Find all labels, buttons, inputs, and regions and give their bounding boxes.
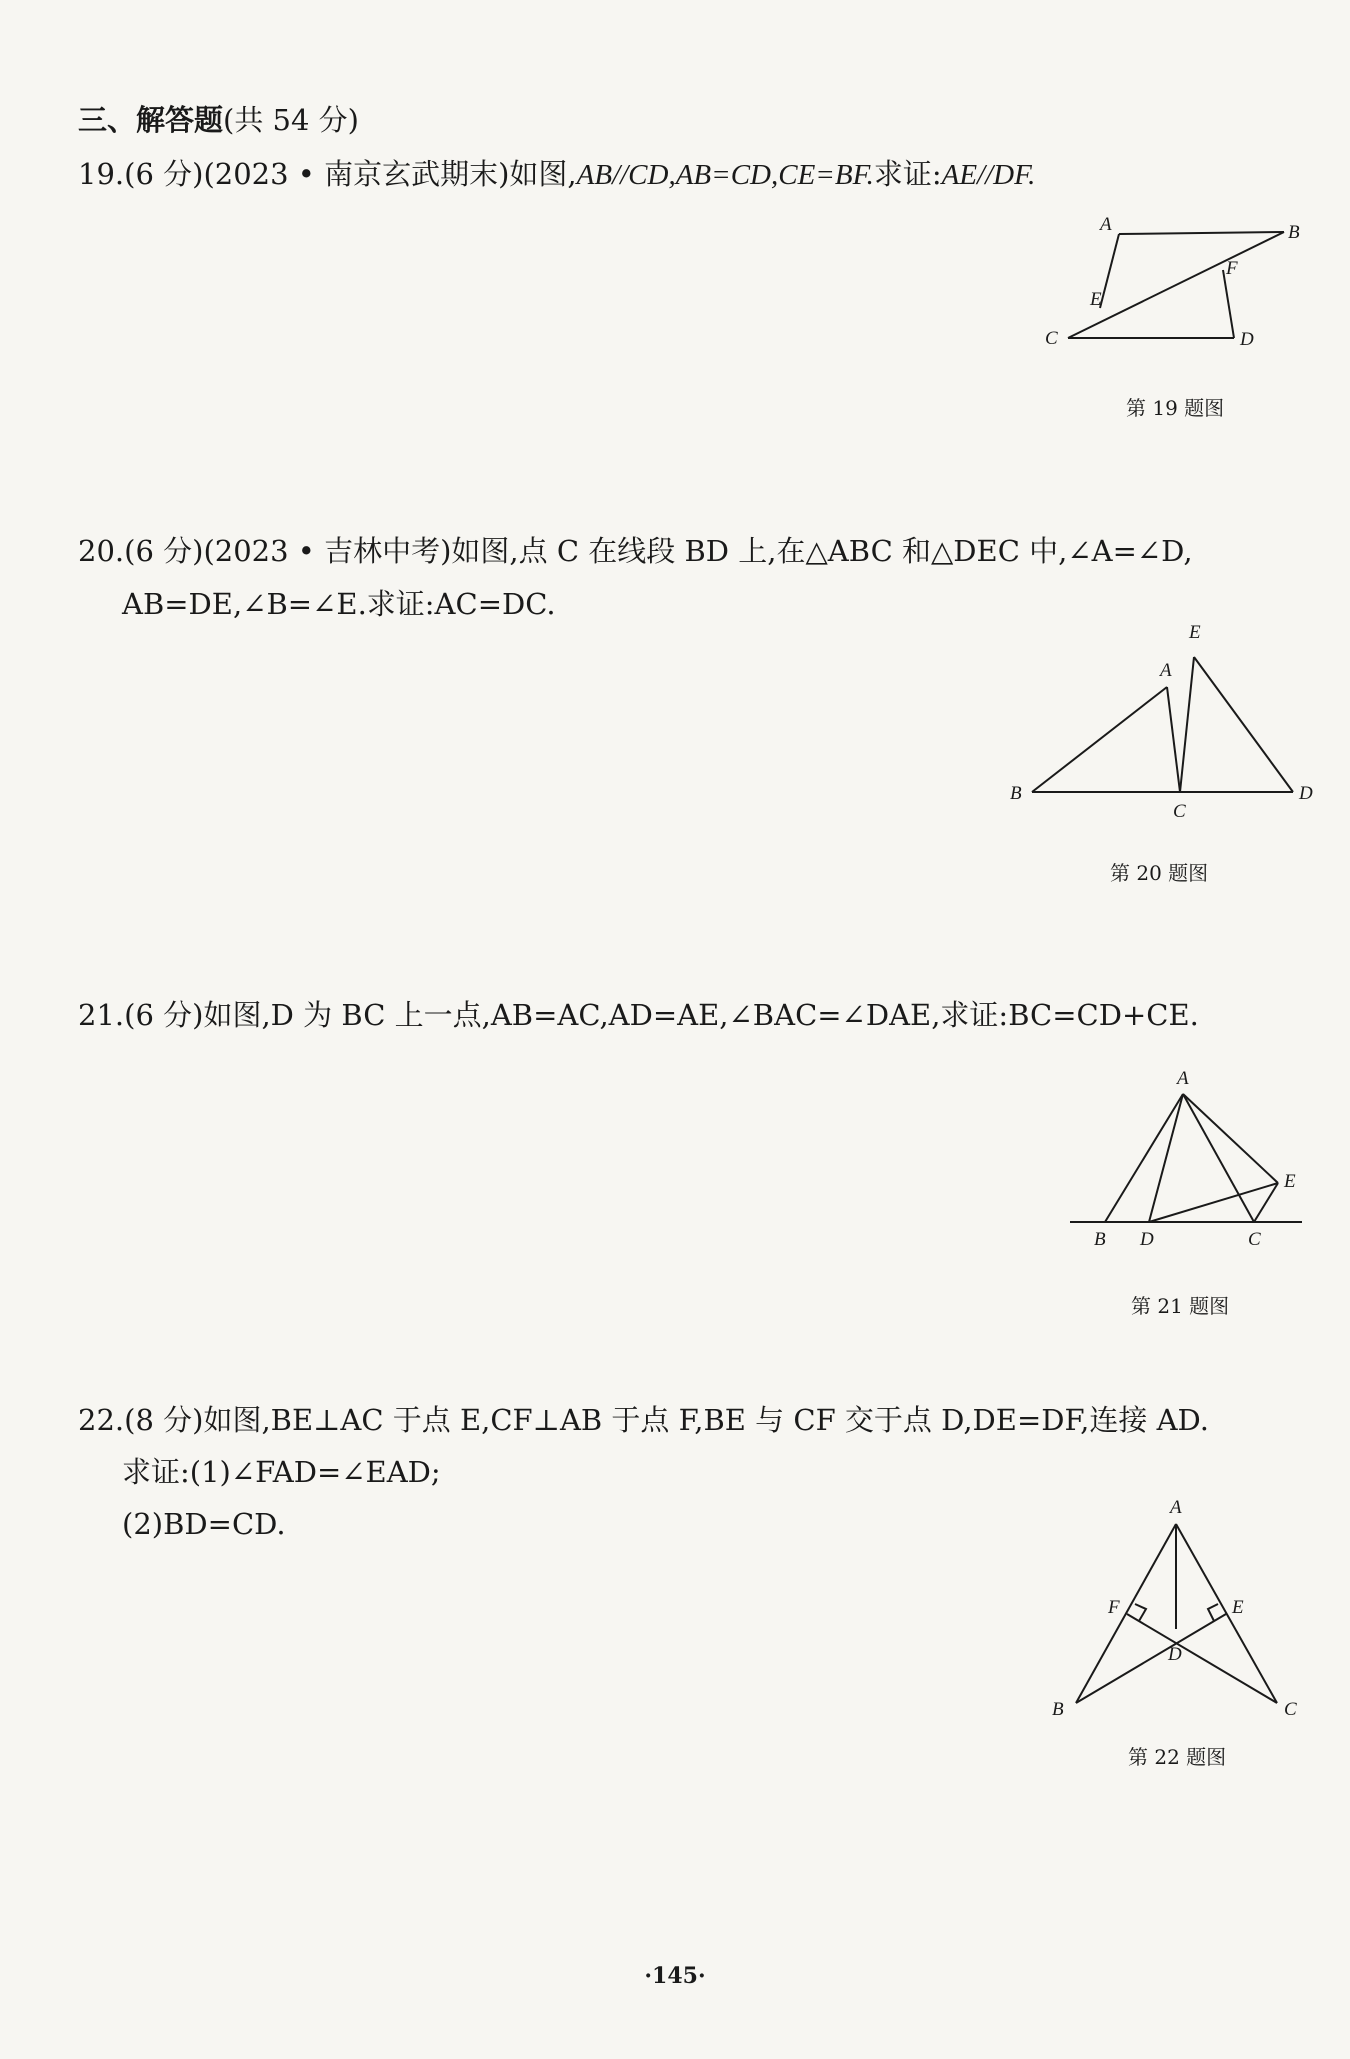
figure-19 [1030,205,1330,355]
question-condition: AB//CD,AB=CD,CE=BF. [576,159,874,191]
question-score: (8 分) [124,1403,204,1437]
question-number: 19. [78,157,125,191]
point-label-b: B [1094,1229,1106,1250]
question-source: (2023 • 南京玄武期末) [203,157,510,191]
figure-21-diagram [1060,1060,1340,1260]
figure-22 [1040,1497,1330,1730]
figure-20 [1010,620,1330,820]
figure-21-caption: 第 21 题图 [1131,1294,1230,1318]
figure-21 [1060,1060,1340,1260]
point-label-e: E [1090,289,1102,310]
question-19-text [78,154,1035,195]
point-label-a: A [1100,214,1112,235]
question-number: 20. [78,534,125,568]
question-22-line-3: (2)BD=CD. [122,1507,286,1541]
question-21-text [78,995,1199,1035]
question-number: 21. [78,998,125,1032]
section-title: 三、解答题 [78,103,224,137]
figure-20-caption: 第 20 题图 [1110,861,1209,885]
question-score: (6 分) [124,534,204,568]
question-number: 22. [78,1403,125,1437]
question-body: 如图, [509,157,577,191]
point-label-f: F [1226,258,1238,279]
point-label-a: A [1170,1497,1182,1518]
question-22-line-2: 求证:(1)∠FAD=∠EAD; [122,1455,441,1489]
section-heading [78,100,359,140]
question-22-line-1 [78,1400,1209,1440]
point-label-b: B [1288,222,1300,243]
point-label-d: D [1240,329,1254,350]
point-label-f: F [1108,1597,1120,1618]
point-label-b: B [1010,783,1022,804]
figure-19-diagram [1030,205,1330,355]
point-label-e: E [1189,622,1201,643]
point-label-c: C [1248,1229,1261,1250]
page-number: ·145· [644,1963,706,1989]
point-label-d: D [1299,783,1313,804]
figure-19-caption: 第 19 题图 [1126,396,1225,420]
question-source: (2023 • 吉林中考) [203,534,452,568]
figure-22-caption: 第 22 题图 [1128,1745,1227,1769]
point-label-a: A [1160,660,1172,681]
question-body: 如图,D 为 BC 上一点,AB=AC,AD=AE,∠BAC=∠DAE,求证:BC=CD+CE. [203,998,1199,1032]
section-score-note: (共 54 分) [223,103,359,137]
point-label-a: A [1177,1068,1189,1089]
figure-20-diagram [1010,620,1330,820]
question-score: (6 分) [124,998,204,1032]
question-prove-label: 求证: [873,157,942,191]
point-label-b: B [1052,1699,1064,1720]
point-label-e: E [1284,1171,1296,1192]
question-20-line-1 [78,531,1193,571]
question-body: 如图,点 C 在线段 BD 上,在△ABC 和△DEC 中,∠A=∠D, [451,534,1193,568]
question-20-line-2: AB=DE,∠B=∠E.求证:AC=DC. [122,587,556,621]
question-body: 如图,BE⊥AC 于点 E,CF⊥AB 于点 F,BE 与 CF 交于点 D,DE=DF,连接 AD. [203,1403,1209,1437]
question-score: (6 分) [124,157,204,191]
question-goal: AE//DF. [941,159,1036,191]
point-label-d: D [1140,1229,1154,1250]
point-label-c: C [1173,801,1186,822]
point-label-d: D [1168,1644,1182,1665]
point-label-c: C [1045,328,1058,349]
figure-22-diagram [1040,1497,1330,1730]
point-label-e: E [1232,1597,1244,1618]
point-label-c: C [1284,1699,1297,1720]
